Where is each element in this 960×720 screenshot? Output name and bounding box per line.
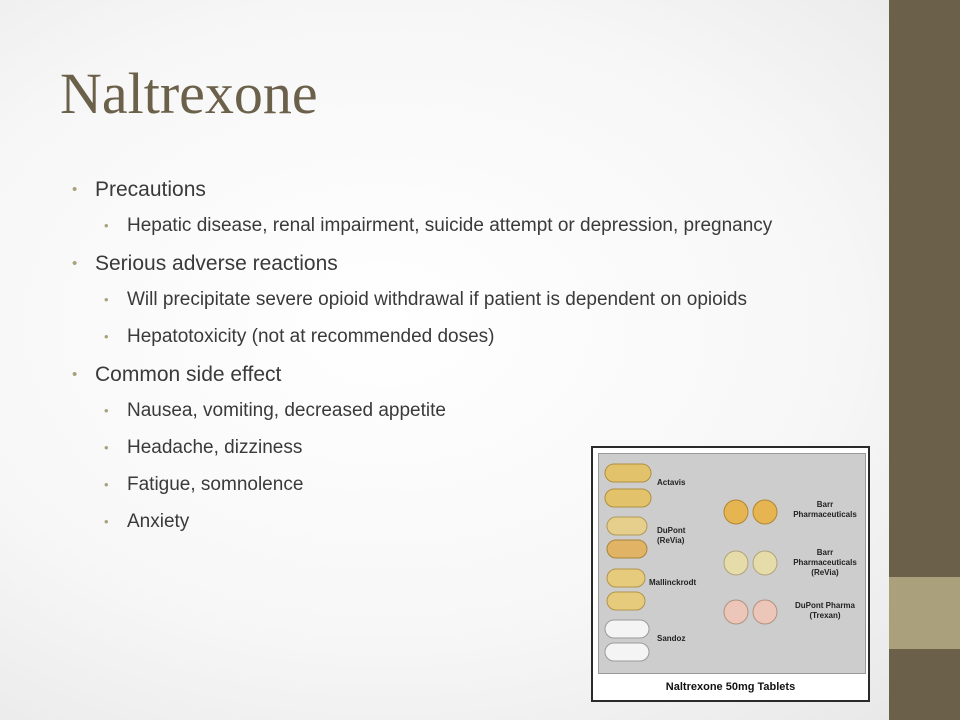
tablet-dupont-2 — [607, 540, 647, 558]
bullet-icon: • — [104, 440, 109, 455]
bullet-icon: • — [104, 403, 109, 418]
label-dupont-trexan: DuPont Pharma (Trexan) — [794, 601, 855, 620]
bullet-icon: • — [104, 218, 109, 233]
sub-bullet: • Fatigue, somnolence — [104, 474, 304, 495]
bullet-icon: • — [72, 366, 78, 383]
tablet-mallinckrodt-1 — [607, 569, 645, 587]
figure-caption: Naltrexone 50mg Tablets — [665, 681, 796, 693]
label-actavis: Actavis — [657, 478, 686, 487]
tablet-actavis-2 — [605, 489, 651, 507]
bullet-serious-adverse-reactions: • Serious adverse reactions — [72, 252, 338, 275]
tablet-barr-1 — [724, 500, 748, 524]
tablet-barr-2 — [753, 500, 777, 524]
bullet-common-side-effect: • Common side effect — [72, 363, 282, 386]
tablet-sandoz-1 — [605, 620, 649, 638]
tablet-trexan-2 — [753, 600, 777, 624]
bullet-icon: • — [104, 514, 109, 529]
label-barr-revia: Barr Pharmaceuticals (ReVia) — [793, 548, 857, 577]
tablet-dupont-1 — [607, 517, 647, 535]
sub-bullet: • Hepatic disease, renal impairment, suicide attempt or depression, pregnancy — [104, 215, 773, 236]
sub-bullet: • Will precipitate severe opioid withdrawal if patient is dependent on opioids — [104, 289, 747, 310]
sub-bullet: • Nausea, vomiting, decreased appetite — [104, 400, 446, 421]
tablet-barr-revia-2 — [753, 551, 777, 575]
sub-bullet: • Headache, dizziness — [104, 437, 303, 458]
tablet-figure — [591, 446, 870, 702]
tablet-mallinckrodt-2 — [607, 592, 645, 610]
label-sandoz: Sandoz — [657, 634, 686, 643]
tablet-barr-revia-1 — [724, 551, 748, 575]
sub-bullet: • Hepatotoxicity (not at recommended doses) — [104, 326, 495, 347]
bullet-icon: • — [104, 292, 109, 307]
bullet-icon: • — [72, 181, 78, 198]
label-mallinckrodt: Mallinckrodt — [649, 578, 697, 587]
bullet-precautions: • Precautions — [72, 178, 206, 201]
bullet-icon: • — [72, 255, 78, 272]
tablet-actavis-1 — [605, 464, 651, 482]
tablet-photo-panel — [598, 453, 866, 674]
label-dupont-revia: DuPont (ReVia) — [657, 526, 686, 545]
tablet-trexan-1 — [724, 600, 748, 624]
tablet-sandoz-2 — [605, 643, 649, 661]
slide-title: Naltrexone — [60, 61, 318, 126]
sub-bullet: • Anxiety — [104, 511, 190, 532]
side-accent-block — [889, 577, 960, 649]
label-barr: Barr Pharmaceuticals — [793, 500, 857, 519]
bullet-icon: • — [104, 477, 109, 492]
bullet-icon: • — [104, 329, 109, 344]
